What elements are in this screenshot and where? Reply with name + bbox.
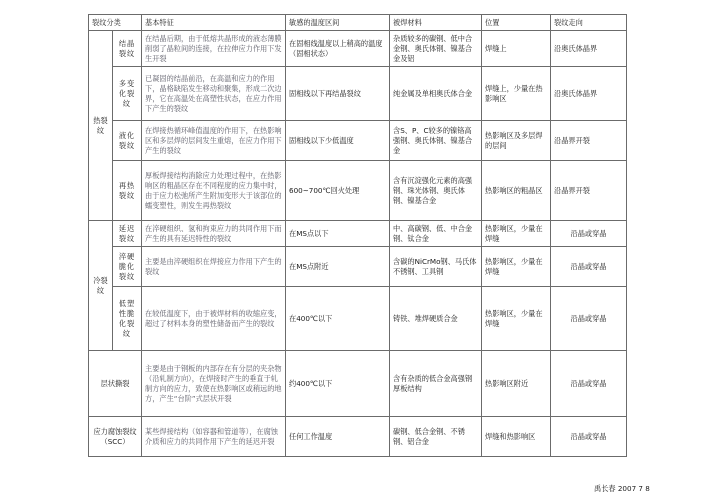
header-material: 被焊材料 [390, 15, 482, 31]
table-row [89, 161, 627, 221]
crack-temp: 在MS点以下 [286, 221, 390, 247]
crack-direction: 沿晶或穿晶 [551, 221, 627, 247]
crack-name: 淬硬脆化裂纹 [113, 247, 142, 287]
crack-name: 结晶裂纹 [113, 31, 142, 67]
crack-position: 热影响区，少量在焊缝 [482, 221, 551, 247]
crack-feature: 主要是由于钢板的内部存在有分层的夹杂物（沿轧制方向），在焊接时产生的垂直于轧制方向的应力，致使在热影响区或稍远的地方，产生“台阶”式层状开裂 [142, 351, 286, 417]
crack-position: 热影响区的粗晶区 [482, 161, 551, 221]
header-row [89, 15, 627, 31]
crack-name: 延迟裂纹 [113, 221, 142, 247]
crack-temp: 约400℃以下 [286, 351, 390, 417]
crack-feature: 已凝固的结晶前沿，在高温和应力的作用下，晶格缺陷发生移动和聚集，形成二次边界，它在高温处在高塑性状态，在应力作用下产生的裂纹 [142, 67, 286, 121]
crack-direction: 沿晶或穿晶 [551, 247, 627, 287]
crack-material: 铸铁、堆焊硬质合金 [390, 287, 482, 351]
crack-material: 杂质较多的碳钢、低中合金钢、奥氏体钢、镍基合金及铝 [390, 31, 482, 67]
table-row [89, 287, 627, 351]
crack-temp: 在400℃以下 [286, 287, 390, 351]
crack-direction: 沿晶或穿晶 [551, 351, 627, 417]
author-date-footer: 禹长春 2007 7 8 [594, 484, 650, 493]
group-cold-cracks: 冷裂纹 [89, 221, 113, 351]
table-row [89, 31, 627, 67]
crack-name: 液化裂纹 [113, 121, 142, 161]
crack-material: 含碳的NiCrMo钢、马氏体不锈钢、工具钢 [390, 247, 482, 287]
crack-temp: 固相线以下少低温度 [286, 121, 390, 161]
crack-feature: 主要是由淬硬组织在焊接应力作用下产生的裂纹 [142, 247, 286, 287]
table-row [89, 417, 627, 457]
table-row [89, 221, 627, 247]
table-row [89, 121, 627, 161]
crack-position: 焊缝上 [482, 31, 551, 67]
crack-material: 碳钢、低合金钢、不锈钢、铝合金 [390, 417, 482, 457]
crack-temp: 任何工作温度 [286, 417, 390, 457]
crack-direction: 沿奥氏体晶界 [551, 31, 627, 67]
crack-direction: 沿晶界开裂 [551, 121, 627, 161]
crack-material: 含有杂质的低合金高强钢厚板结构 [390, 351, 482, 417]
header-position: 位置 [482, 15, 551, 31]
crack-position: 热影响区，少量在焊缝 [482, 287, 551, 351]
crack-name: 层状撕裂 [89, 351, 142, 417]
crack-name: 多变化裂纹 [113, 67, 142, 121]
table-row [89, 67, 627, 121]
table-row [89, 351, 627, 417]
crack-position: 热影响区，少量在焊缝 [482, 247, 551, 287]
header-direction: 裂纹走向 [551, 15, 627, 31]
crack-material: 中、高碳钢、低、中合金钢、钛合金 [390, 221, 482, 247]
header-category: 裂纹分类 [89, 15, 142, 31]
crack-feature: 某些焊接结构（如容器和管道等），在腐蚀介质和应力的共同作用下产生的延迟开裂 [142, 417, 286, 457]
crack-direction: 沿晶或穿晶 [551, 417, 627, 457]
crack-temp: 在固相线温度以上稍高的温度（固相状态） [286, 31, 390, 67]
crack-position: 焊缝上，少量在热影响区 [482, 67, 551, 121]
crack-position: 热影响区及多层焊的层间 [482, 121, 551, 161]
crack-feature: 在淬硬组织、氢和拘束应力的共同作用下而产生的具有延迟特性的裂纹 [142, 221, 286, 247]
crack-classification-table [88, 14, 627, 457]
crack-material: 含S、P、C较多的镍铬高强钢、奥氏体钢、镍基合金 [390, 121, 482, 161]
header-temp: 敏感的温度区间 [286, 15, 390, 31]
crack-position: 热影响区附近 [482, 351, 551, 417]
group-hot-cracks: 热裂纹 [89, 31, 113, 221]
crack-material: 含有沉淀强化元素的高强钢、珠光体钢、奥氏体钢、镍基合金 [390, 161, 482, 221]
crack-name: 应力腐蚀裂纹（SCC） [89, 417, 142, 457]
crack-name: 低塑性脆化裂纹 [113, 287, 142, 351]
crack-feature: 在较低温度下，由于被焊材料的收缩应变，超过了材料本身的塑性储备而产生的裂纹 [142, 287, 286, 351]
crack-direction: 沿奥氏体晶界 [551, 67, 627, 121]
table-row [89, 247, 627, 287]
crack-feature: 在焊接热循环峰值温度的作用下，在热影响区和多层焊的层间发生重熔，在应力作用下产生的裂纹 [142, 121, 286, 161]
crack-direction: 沿晶或穿晶 [551, 287, 627, 351]
crack-temp: 固相线以下再结晶裂纹 [286, 67, 390, 121]
header-feature: 基本特征 [142, 15, 286, 31]
crack-temp: 600~700℃回火处理 [286, 161, 390, 221]
crack-direction: 沿晶界开裂 [551, 161, 627, 221]
crack-position: 焊缝和热影响区 [482, 417, 551, 457]
crack-feature: 厚板焊接结构消除应力处理过程中，在热影响区的粗晶区存在不同程度的应力集中时，由于应力松弛所产生附加变形大于该部位的蠕变塑性，则发生再热裂纹 [142, 161, 286, 221]
crack-material: 纯金属及单相奥氏体合金 [390, 67, 482, 121]
crack-name: 再热裂纹 [113, 161, 142, 221]
crack-feature: 在结晶后期，由于低熔共晶形成的液态薄膜削弱了晶粒间的连接，在拉伸应力作用下发生开裂 [142, 31, 286, 67]
crack-temp: 在MS点附近 [286, 247, 390, 287]
